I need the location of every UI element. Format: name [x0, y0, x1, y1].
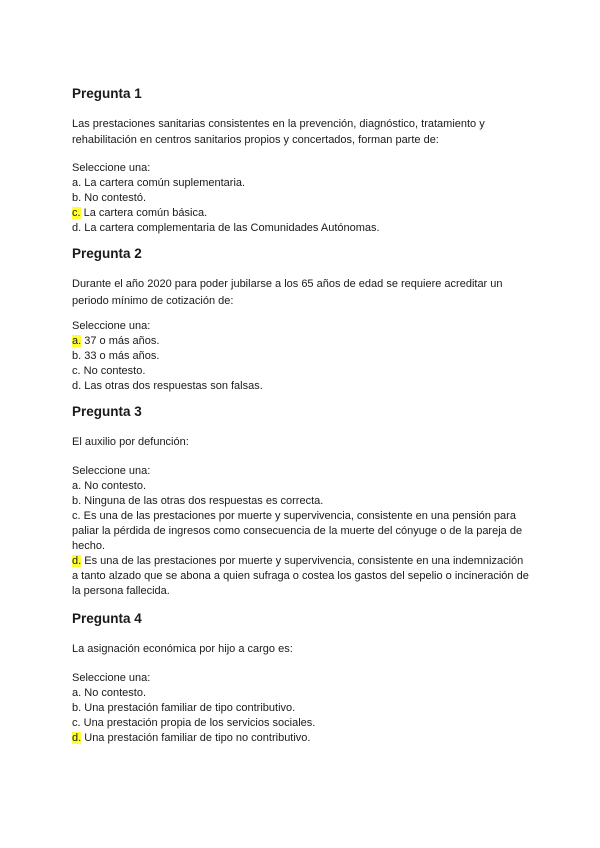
option-d	[72, 554, 532, 599]
option-text: Las otras dos respuestas son falsas.	[84, 380, 263, 392]
option-letter-highlighted: a.	[72, 335, 82, 347]
question-title: Pregunta 2	[72, 246, 142, 261]
option-text: La cartera común suplementaria.	[84, 177, 246, 189]
option-b	[72, 349, 532, 364]
option-letter-highlighted: c.	[72, 207, 81, 219]
option-letter: d.	[72, 222, 82, 234]
options-list	[72, 319, 532, 394]
option-text: No contesto.	[83, 365, 146, 377]
question-stem: El auxilio por defunción:	[72, 436, 189, 448]
option-b	[72, 191, 532, 206]
option-a	[72, 176, 532, 191]
option-letter: b.	[72, 350, 82, 362]
question-4	[72, 611, 532, 746]
question-stem: Durante el año 2020 para poder jubilarse a los 65 años de edad se requiere acreditar un periodo mínimo de cotización de:	[72, 278, 503, 307]
option-text: Una prestación familiar de tipo no contributivo.	[84, 732, 311, 744]
option-letter: b.	[72, 192, 82, 204]
select-prompt: Seleccione una:	[72, 162, 151, 174]
question-2	[72, 246, 532, 394]
options-list	[72, 464, 532, 599]
option-b	[72, 494, 532, 509]
option-text: 33 o más años.	[84, 350, 160, 362]
options-list	[72, 161, 532, 236]
question-stem: Las prestaciones sanitarias consistentes en la prevención, diagnóstico, tratamiento y rehabilitación en centros sanitarios propios y concertados, forman parte de:	[72, 118, 485, 146]
question-1	[72, 86, 532, 236]
option-c	[72, 364, 532, 379]
option-text: Una prestación familiar de tipo contributivo.	[84, 702, 296, 714]
question-title: Pregunta 4	[72, 611, 142, 626]
option-a	[72, 334, 532, 349]
option-text: No contestó.	[84, 192, 147, 204]
option-d	[72, 379, 532, 394]
option-letter: b.	[72, 495, 82, 507]
option-letter-highlighted: d.	[72, 732, 82, 744]
option-letter: a.	[72, 177, 82, 189]
option-text: La cartera complementaria de las Comunidades Autónomas.	[84, 222, 380, 234]
option-letter: a.	[72, 687, 82, 699]
option-text: Es una de las prestaciones por muerte y supervivencia, consistente en una indemnización a tanto alzado que se abona a quien sufraga o costea los gastos del sepelio o incineración de la persona fallecida.	[72, 555, 529, 597]
option-letter: b.	[72, 702, 82, 714]
select-prompt: Seleccione una:	[72, 320, 151, 332]
option-text: Es una de las prestaciones por muerte y supervivencia, consistente en una pensión para paliar la pérdida de ingresos como consecuencia de la muerte del cónyuge o de la pareja de hecho.	[72, 510, 523, 552]
question-stem: La asignación económica por hijo a cargo es:	[72, 643, 293, 655]
question-3	[72, 404, 532, 599]
option-d	[72, 731, 532, 746]
option-a	[72, 686, 532, 701]
option-letter: c.	[72, 510, 81, 522]
option-b	[72, 701, 532, 716]
select-prompt: Seleccione una:	[72, 672, 151, 684]
option-text: No contesto.	[84, 687, 147, 699]
option-text: La cartera común básica.	[83, 207, 208, 219]
option-c	[72, 509, 532, 554]
option-letter: c.	[72, 717, 81, 729]
question-title: Pregunta 1	[72, 86, 142, 101]
option-text: Una prestación propia de los servicios sociales.	[83, 717, 316, 729]
option-c	[72, 716, 532, 731]
options-list	[72, 671, 532, 746]
option-text: 37 o más años.	[84, 335, 160, 347]
option-c	[72, 206, 532, 221]
option-text: Ninguna de las otras dos respuestas es correcta.	[84, 495, 324, 507]
option-letter-highlighted: d.	[72, 555, 82, 567]
option-letter: c.	[72, 365, 81, 377]
option-letter: a.	[72, 480, 82, 492]
question-title: Pregunta 3	[72, 404, 142, 419]
option-d	[72, 221, 532, 236]
option-text: No contesto.	[84, 480, 147, 492]
option-a	[72, 479, 532, 494]
select-prompt: Seleccione una:	[72, 465, 151, 477]
option-letter: d.	[72, 380, 82, 392]
